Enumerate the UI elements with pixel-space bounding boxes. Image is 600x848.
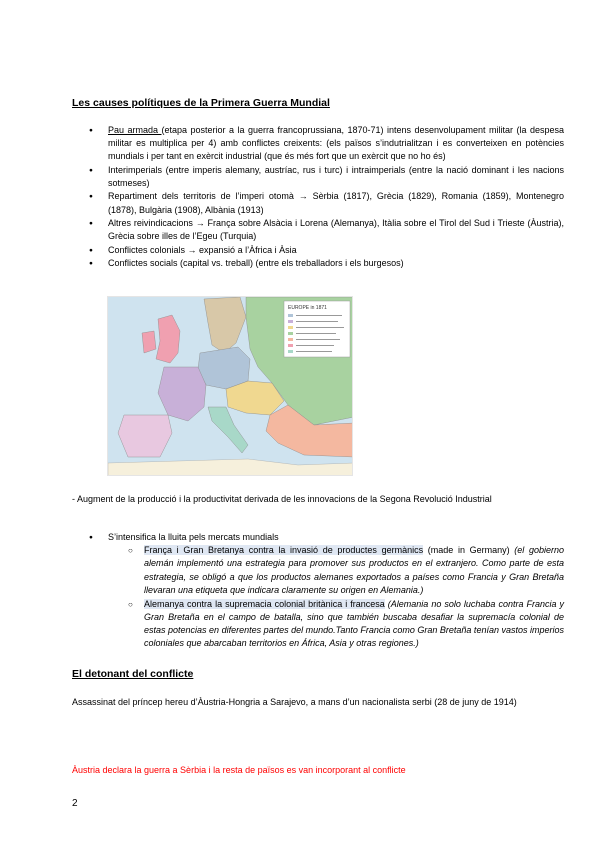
legend-swatch (288, 332, 293, 335)
plain-text: (made in Germany) (423, 545, 515, 556)
underlined-term: Pau armada (108, 125, 162, 135)
legend-line (296, 351, 332, 352)
map-ireland (142, 331, 156, 353)
list-item (108, 190, 564, 216)
highlighted-text: Alemanya contra la supremacia colonial britànica i francesa (144, 598, 385, 609)
list-item (108, 217, 564, 243)
list-item-text: Interimperials (entre imperis alemany, austríac, rus i turc) i intraimperials (entre la nació dominant i les nacions sotmeses) (108, 164, 564, 188)
list-item (108, 164, 564, 190)
legend-line (296, 345, 334, 346)
list-item (108, 244, 564, 257)
legend-line (296, 321, 338, 322)
list-item-text: Repartiment dels territoris de l’imperi otomà → Sèrbia (1817), Grècia (1829), Romania (1859), Montenegro (1878), Bulgària (1908), Albània (1913) (108, 191, 564, 215)
list-item-text: S’intensifica la lluita pels mercats mundials (108, 532, 279, 542)
list-item-text: Conflictes colonials → expansió a l’Àfrica i Àsia (108, 244, 297, 255)
italic-note: (Alemania no solo luchaba contra Francia y Gran Bretaña en el campo de batalla, sino que también buscaba desafiar la supremacía colonial de estas potencias en diferentes partes del mundo.Tanto Francia como Gran Bretaña tenían vastos imperios coloniales que abarcaban territorios en África, Asia y otras regiones.) (144, 598, 565, 649)
section-heading-political-causes: Les causes polítiques de la Primera Guerra Mundial (72, 97, 330, 109)
legend-swatch (288, 314, 293, 317)
legend-line (296, 315, 342, 316)
war-declaration-paragraph: Àustria declara la guerra a Sèrbia i la resta de països es van incorporant al conflicte (72, 765, 406, 775)
legend-swatch (288, 326, 293, 329)
assassination-paragraph: Assassinat del príncep hereu d’Àustria-Hongria a Sarajevo, a mans d’un nacionalista serbi (28 de juny de 1914) (72, 697, 517, 707)
sublist-item (144, 598, 564, 651)
map-germany (198, 347, 250, 389)
legend-line (296, 333, 336, 334)
industrial-revolution-paragraph: - Augment de la producció i la productivitat derivada de les innovacions de la Segona Revolució Industrial (72, 494, 492, 504)
market-list (72, 531, 564, 651)
list-item-text: (etapa posterior a la guerra francoprussiana, 1870-71) intens desenvolupament militar (la despesa militar es multiplica per 4) amb conflictes creixents: (els països s’indutrialitzan i es converteixen en potències mundials i per tant en exèrcit industrial (que és més fort que un exèrcit que no ho és) (108, 125, 564, 162)
page-number: 2 (72, 798, 78, 809)
map-legend-title: EUROPE in 1871 (288, 305, 327, 311)
europe-1871-map (107, 296, 353, 476)
legend-swatch (288, 350, 293, 353)
list-item (108, 124, 564, 164)
legend-swatch (288, 320, 293, 323)
section-heading-trigger: El detonant del conflicte (72, 668, 194, 680)
legend-line (296, 339, 340, 340)
italic-note: (el gobierno alemán implementó una estrategia para promover sus productos en el extranjero. Como parte de esta estrategia, se obligó a que los productos alemanes exportados a países como Francia y Gran Bretaña llevaran una etiqueta que indicara claramente su origen en Alemania.) (144, 545, 564, 595)
list-item-text: Altres reivindicacions → França sobre Alsàcia i Lorena (Alemanya), Itàlia sobre el Tirol del Sud i Trieste (Àustria), Grècia sobre illes de l’Egeu (Turquia) (108, 217, 564, 242)
legend-line (296, 327, 344, 328)
list-item (108, 257, 564, 270)
legend-swatch (288, 338, 293, 341)
legend-swatch (288, 344, 293, 347)
highlighted-text: França i Gran Bretanya contra la invasió de productes germànics (144, 545, 424, 556)
list-item (108, 531, 564, 650)
sublist-item (144, 544, 564, 597)
market-sublist (108, 544, 564, 650)
causes-list (72, 124, 564, 270)
list-item-text: Conflictes socials (capital vs. treball) (entre els treballadors i els burgesos) (108, 257, 404, 268)
